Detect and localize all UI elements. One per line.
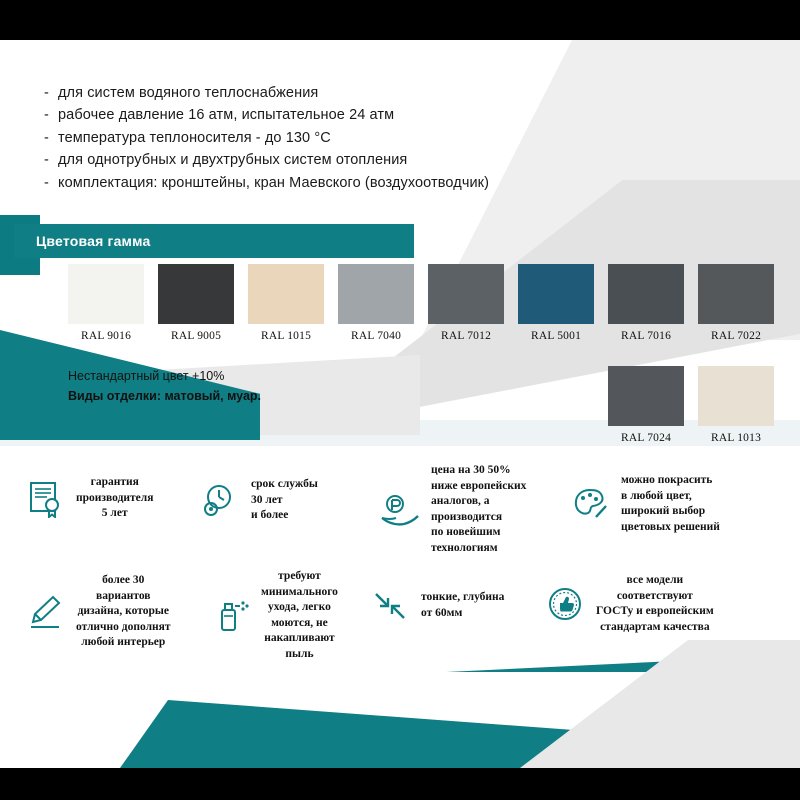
spec-bullet-list [44, 82, 644, 194]
swatch-chip [518, 264, 594, 324]
list-item [44, 104, 644, 126]
swatch-chip [698, 366, 774, 426]
bullet-dash: - [44, 107, 49, 124]
swatch-label: RAL 1013 [710, 432, 762, 444]
swatch-chip [608, 366, 684, 426]
list-item-label: температура теплоносителя - до 130 °C [58, 129, 331, 146]
top-black-bar [0, 0, 800, 40]
section-header-color-range [14, 224, 414, 258]
feature-item [22, 573, 212, 651]
swatch-item [248, 264, 324, 342]
list-item [44, 127, 644, 149]
pencil-design-icon [22, 589, 68, 635]
bottom-black-bar [0, 768, 800, 800]
feature-item [542, 573, 782, 635]
list-item-label: комплектация: кронштейны, кран Маевского (воздухоотводчик) [58, 174, 490, 191]
swatch-chip [158, 264, 234, 324]
bullet-dash: - [44, 152, 49, 169]
feature-text: требуют минимального ухода, легко моются, не накапливают пыль [261, 570, 338, 660]
swatch-item [158, 264, 234, 342]
feature-text: срок службы 30 лет и более [251, 478, 318, 522]
feature-item [22, 475, 202, 522]
feature-item [567, 473, 782, 535]
swatch-label: RAL 7012 [440, 330, 492, 342]
swatch-item [608, 264, 684, 342]
quality-thumbsup-icon [542, 581, 588, 627]
swatch-label: RAL 9016 [80, 330, 132, 342]
bullet-dash: - [44, 129, 49, 146]
swatch-chip [68, 264, 144, 324]
feature-text: можно покрасить в любой цвет, широкий выбор цветовых решений [621, 474, 720, 533]
swatch-label: RAL 5001 [530, 330, 582, 342]
swatch-item [338, 264, 414, 342]
note-line: Виды отделки: матовый, муар. [68, 389, 262, 403]
feature-text: все модели соответствуют ГОСТу и европейским стандартам качества [596, 574, 714, 633]
swatch-label: RAL 1015 [260, 330, 312, 342]
feature-item [377, 463, 577, 556]
palette-brush-icon [567, 481, 613, 527]
swatch-label: RAL 7022 [710, 330, 762, 342]
feature-text: более 30 вариантов дизайна, которые отлично дополнят любой интерьер [76, 574, 171, 649]
clock-gear-icon [197, 477, 243, 523]
spray-clean-icon [207, 593, 253, 639]
feature-text: тонкие, глубина от 60мм [421, 591, 505, 619]
swatch-item [428, 264, 504, 342]
feature-text: цена на 30 50% ниже европейских аналогов, а производится по новейшим технологиям [431, 464, 527, 554]
swatch-chip [428, 264, 504, 324]
swatch-chip [248, 264, 324, 324]
swatch-label: RAL 7040 [350, 330, 402, 342]
list-item-label: для однотрубных и двухтрубных систем отопления [58, 152, 408, 169]
swatch-label: RAL 7024 [620, 432, 672, 444]
swatch-label: RAL 7016 [620, 330, 672, 342]
feature-text: гарантия производителя 5 лет [76, 476, 154, 520]
color-notes [68, 366, 261, 406]
swatch-item [68, 264, 144, 342]
swatch-item [698, 366, 774, 444]
arrows-depth-icon [367, 583, 413, 629]
note-line: Нестандартный цвет +10% [68, 369, 225, 383]
list-item [44, 82, 644, 104]
feature-item [367, 583, 547, 629]
bullet-dash: - [44, 85, 49, 101]
feature-item [197, 477, 367, 524]
bullet-dash: - [44, 174, 49, 191]
feature-item [207, 569, 367, 662]
swatch-label: RAL 9005 [170, 330, 222, 342]
swatch-item [518, 264, 594, 342]
section-title: Цветовая гамма [36, 233, 151, 249]
list-item [44, 149, 644, 171]
swatch-chip [698, 264, 774, 324]
list-item [44, 172, 644, 194]
swatch-item [698, 264, 774, 342]
swatch-chip [608, 264, 684, 324]
hand-money-icon [377, 487, 423, 533]
certificate-icon [22, 475, 68, 521]
list-item-label: для систем водяного теплоснабжения [58, 85, 319, 101]
list-item-label: рабочее давление 16 атм, испытательное 24 атм [58, 107, 395, 124]
swatch-item [608, 366, 684, 444]
swatch-chip [338, 264, 414, 324]
